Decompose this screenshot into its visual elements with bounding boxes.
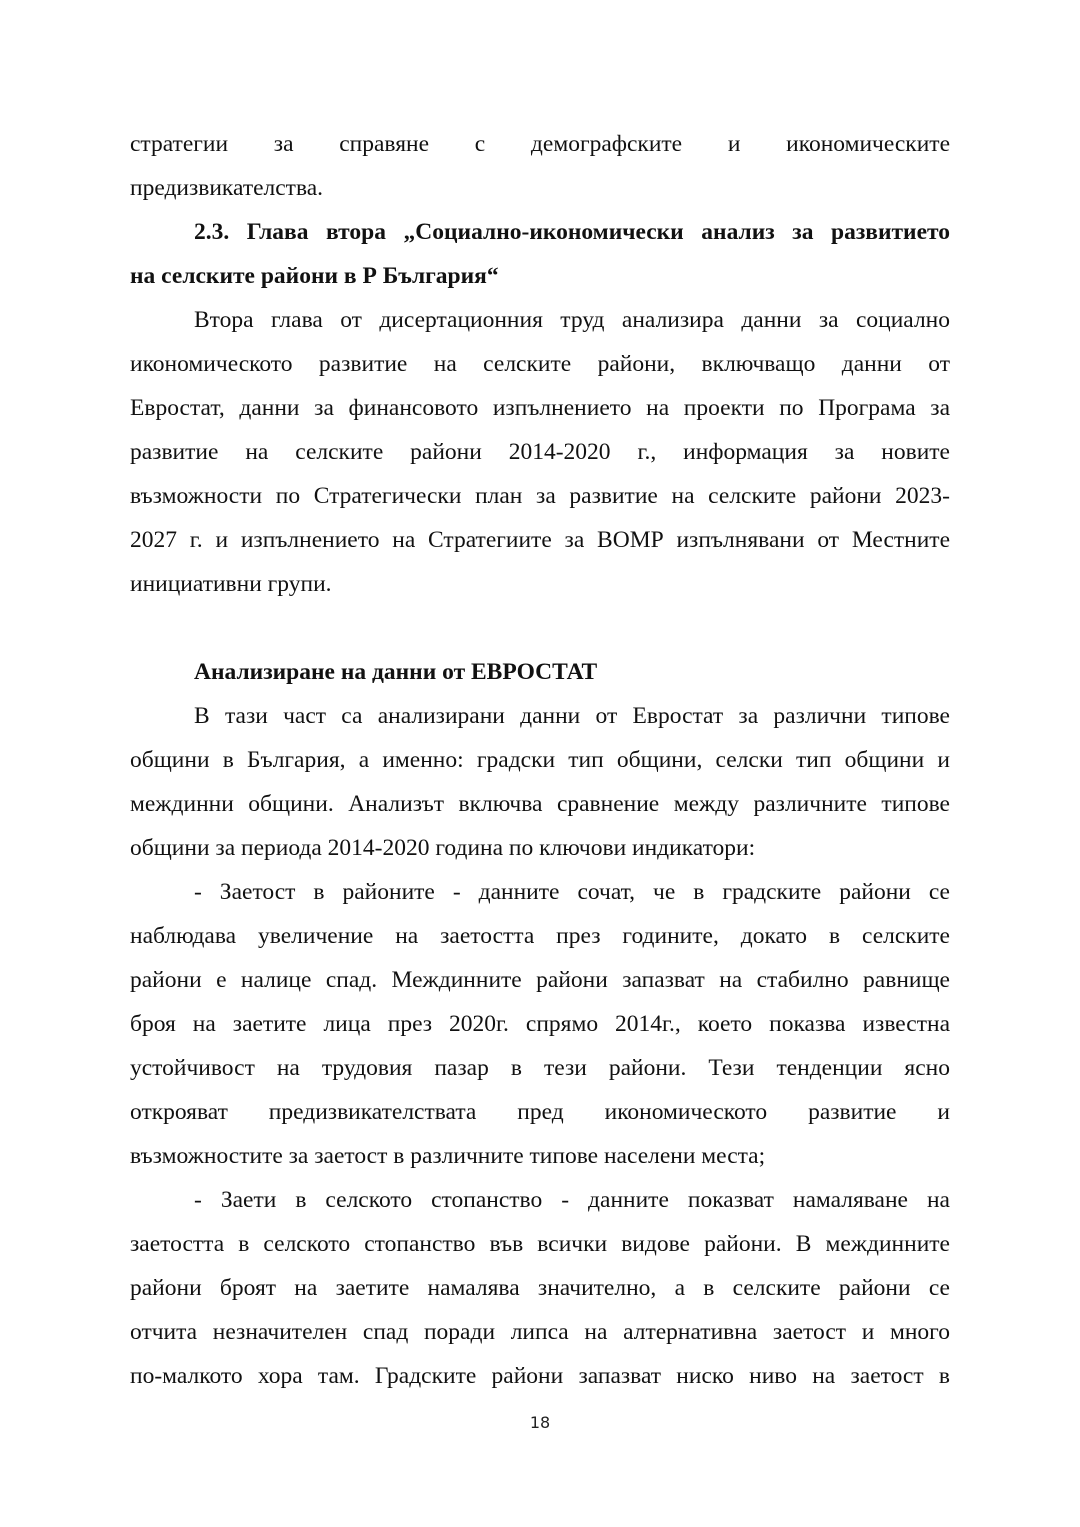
text-line: общини за периода 2014-2020 година по ключови индикатори: [130,835,756,861]
text-line: по-малкото хора там. Градските райони запазват ниско ниво на заетост в [130,1363,950,1389]
text-line: възможностите за заетост в различните типове населени места; [130,1143,766,1169]
text-line: райони броят на заетите намалява значително, а в селските райони се [130,1275,950,1301]
text-line: общини в България, а именно: градски тип общини, селски тип общини и [130,747,950,773]
list-item-line: - Заетост в районите - данните сочат, че в градските райони се [194,879,950,905]
text-line: заетостта в селското стопанство във всички видове райони. В междинните [130,1231,950,1257]
text-line: Евростат, данни за финансовото изпълнението на проекти по Програма за [130,395,950,421]
text-line: открояват предизвикателствата пред икономическото развитие и [130,1099,950,1125]
text-line: отчита незначителен спад поради липса на алтернативна заетост и много [130,1319,950,1345]
text-line: броя на заетите лица през 2020г. спрямо 2014г., което показва известна [130,1011,950,1037]
text-line: икономическото развитие на селските райони, включващо данни от [130,351,950,377]
text-line: Втора глава от дисертационния труд анализира данни за социално [194,307,950,333]
text-line: предизвикателства. [130,175,324,201]
text-line: наблюдава увеличение на заетостта през годините, докато в селските [130,923,950,949]
text-line: устойчивост на трудовия пазар в тези райони. Тези тенденции ясно [130,1055,950,1081]
paragraph-gap [130,606,950,650]
document-page [130,122,950,1398]
text-line: стратегии за справяне с демографските и икономическите [130,131,950,157]
text-line: междинни общини. Анализът включва сравнение между различните типове [130,791,950,817]
list-item-line: - Заети в селското стопанство - данните показват намаляване на [194,1187,950,1213]
page-number: 18 [529,1413,551,1432]
text-line: инициативни групи. [130,571,332,597]
subsection-heading: Анализиране на данни от ЕВРОСТАТ [194,659,598,685]
text-line: 2027 г. и изпълнението на Стратегиите за ВОМР изпълнявани от Местните [130,527,950,553]
text-line: развитие на селските райони 2014-2020 г., информация за новите [130,439,950,465]
section-heading: 2.3. Глава втора „Социално-икономически анализ за развитието [194,219,950,245]
section-heading: на селските райони в Р България“ [130,263,499,289]
text-line: В тази част са анализирани данни от Евростат за различни типове [194,703,950,729]
text-line: райони е налице спад. Междинните райони запазват на стабилно равнище [130,967,950,993]
text-line: възможности по Стратегически план за развитие на селските райони 2023- [130,483,950,509]
